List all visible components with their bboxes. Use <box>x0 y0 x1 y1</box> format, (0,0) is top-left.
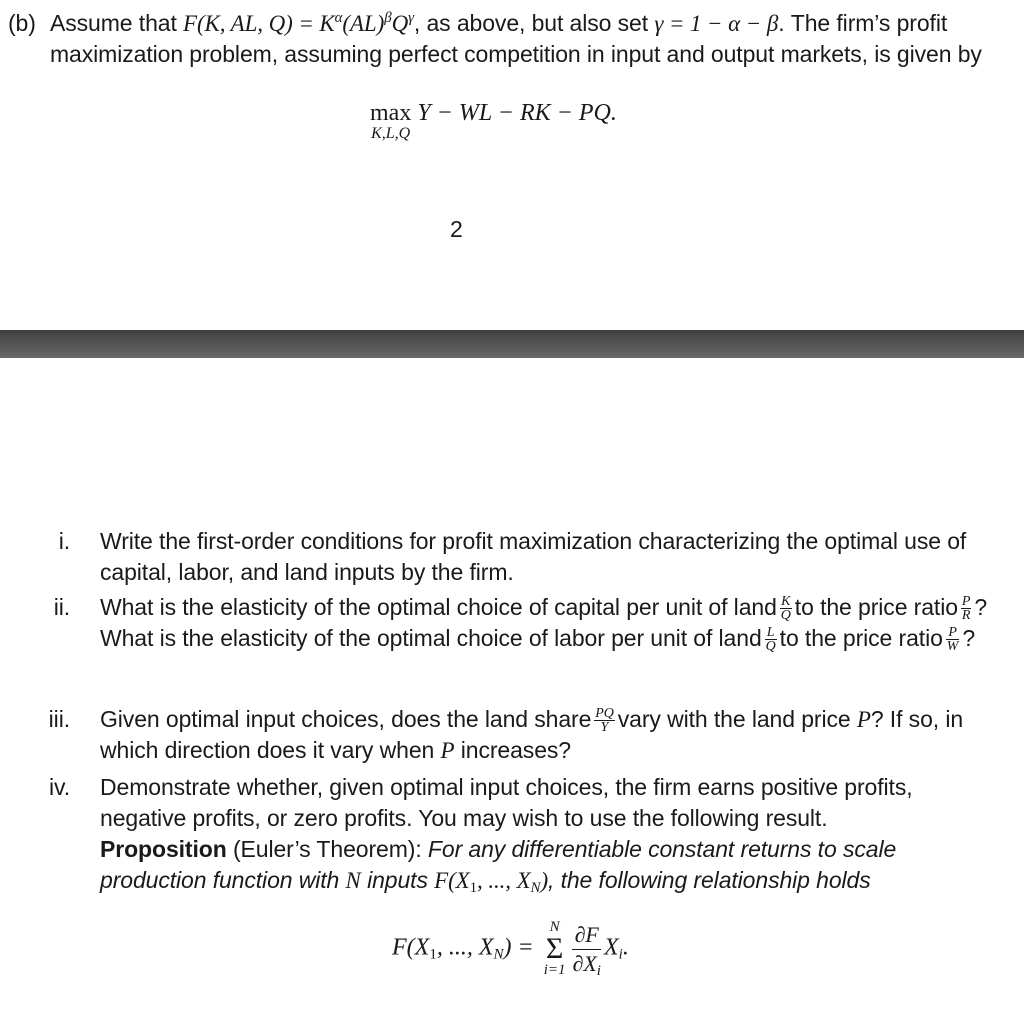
fraction-pq-over-y: $\frac{PQ}{Y}$ <box>595 706 614 736</box>
objective-function: Y − WL − RK − PQ. <box>417 100 617 126</box>
production-function: F(K, AL, $Q) = K^\alpha(AL)^\beta Q^\gamma$ <box>183 10 414 36</box>
gamma-definition: γ = 1 − α − β <box>654 11 779 36</box>
fraction-l-over-q: $\frac{L}{Q}$ <box>765 625 776 655</box>
item-text: Given optimal input choices, does the land share $\frac{PQ}{Y}$ vary with the land price P? If so, in which direction does it vary when P increases? <box>100 706 964 763</box>
part-b-text: Assume that F(K, AL, $Q) = K^\alpha(AL)^\beta Q^\gamma$, as above, but also set γ = 1 − α − β. The firm’s profit maximization problem, assuming perfect competition in input and output markets, is given by <box>50 10 982 67</box>
item-numeral: iii. <box>48 706 70 732</box>
fraction-k-over-q: $\frac{K}{Q}$ <box>780 594 791 624</box>
proposition-statement: For any differentiable constant returns to scale production function with N inputs $F(X_1$, ..., $X_N$), the following relationship holds <box>100 836 897 896</box>
profit-max-equation <box>370 100 617 141</box>
part-b-question <box>8 8 1008 70</box>
proposition-label: Proposition <box>100 836 227 862</box>
page-break-bar <box>0 330 1024 358</box>
item-numeral: ii. <box>53 594 70 620</box>
page-number: 2 <box>450 216 463 242</box>
item-numeral: iv. <box>49 774 70 800</box>
summation-symbol: N Σ i=1 <box>543 919 566 978</box>
partial-derivative-fraction: $\frac{\partial F}{\partial X_i}$ <box>572 921 601 979</box>
item-text: What is the elasticity of the optimal choice of capital per unit of land $\frac{K}{Q}$ to the price ratio $\frac{P}{R}$ ? What is the elasticity of the optimal choice of labor per unit of land $\frac{L}{Q}$ to the price ratio $\frac{P}{W}$ ? <box>100 594 988 655</box>
fraction-p-over-r: $\frac{P}{R}$ <box>961 594 971 624</box>
lower-page <box>0 358 1024 1011</box>
euler-theorem-equation: $F(X_1$, ..., $X_N$) = N Σ i=1 $\frac{\partial F}{\partial X_i}$ $X_i$. <box>392 919 629 979</box>
part-b-label: (b) <box>8 10 36 36</box>
item-numeral: i. <box>58 528 70 554</box>
item-text: Write the first-order conditions for profit maximization characterizing the optimal use of capital, labor, and land inputs by the firm. <box>100 528 967 585</box>
fraction-p-over-w: $\frac{P}{W}$ <box>946 625 959 655</box>
max-operator: max K,L,Q <box>370 100 412 142</box>
upper-page <box>0 0 1024 330</box>
item-text: Demonstrate whether, given optimal input choices, the firm earns positive profits, negative profits, or zero profits. You may wish to use the following result. Proposition (Euler’s Theorem): For any differentiable constant returns to scale production function with N inputs $F(X_1$, ..., $X_N$), the following relationship holds <box>100 774 913 896</box>
